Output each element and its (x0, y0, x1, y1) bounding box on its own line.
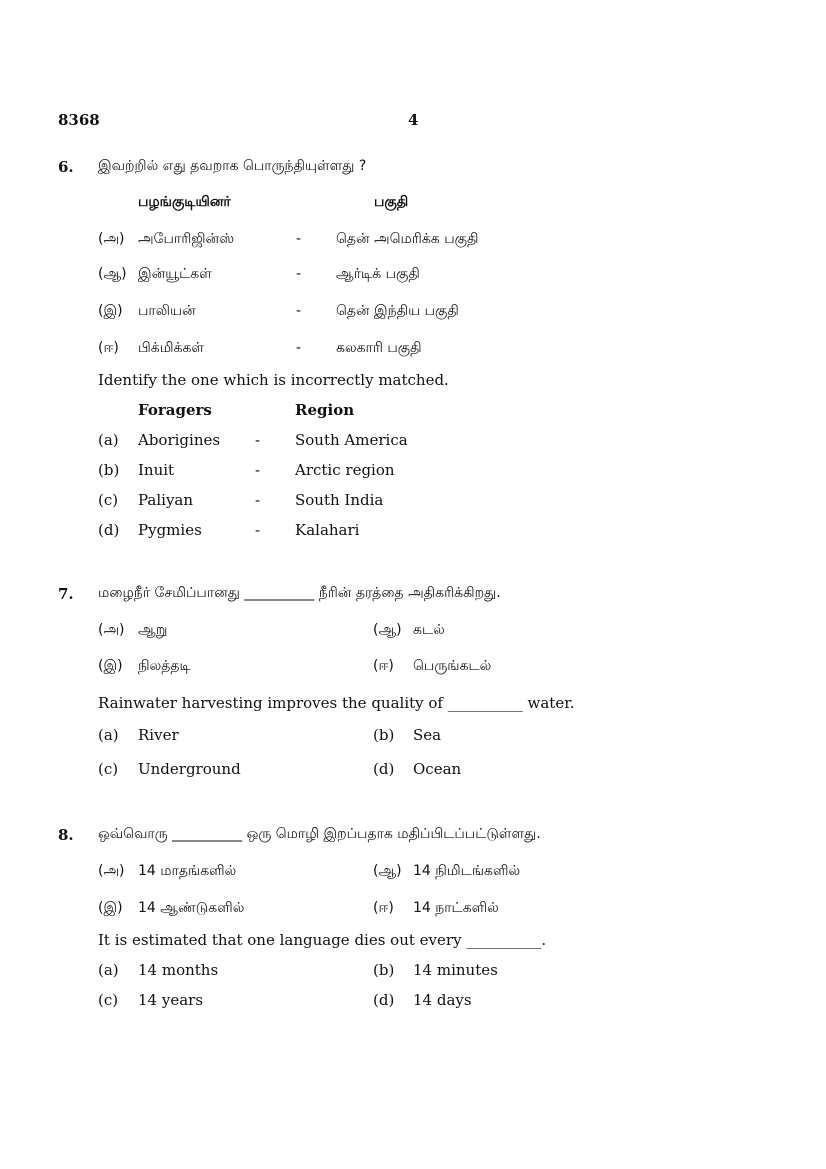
paper-code: 8368 (58, 111, 100, 129)
option-label: (ஆ) (373, 622, 402, 638)
option-text: Ocean (413, 760, 462, 778)
option-label: (அ) (98, 622, 125, 638)
forager-name: இன்யூட்கள் (138, 266, 212, 282)
option-text: 14 நாட்களில் (413, 900, 499, 916)
option-text: ஆறு (138, 622, 168, 638)
page-number: 4 (408, 111, 419, 129)
dash: - (296, 231, 302, 247)
dash: - (296, 266, 302, 282)
option-label: (இ) (98, 658, 123, 674)
dash: - (255, 521, 261, 539)
option-text: 14 years (138, 991, 204, 1009)
region-name: Kalahari (295, 521, 360, 539)
option-text: 14 minutes (413, 961, 498, 979)
option-text: 14 months (138, 961, 219, 979)
option-label: (b) (373, 726, 395, 744)
forager-name: பிக்மிக்கள் (138, 340, 205, 356)
option-label: (இ) (98, 900, 123, 916)
option-label: (ஈ) (373, 900, 394, 916)
option-label: (d) (98, 521, 120, 539)
column-header-region: Region (295, 401, 355, 419)
region-name: தென் அமெரிக்க பகுதி (336, 231, 479, 247)
region-name: தென் இந்திய பகுதி (336, 303, 459, 319)
option-label: (அ) (98, 863, 125, 879)
column-header-foragers-tamil: பழங்குடியினா் (138, 194, 233, 210)
question-text-tamil: மழைநீர் சேமிப்பானது __________ நீரின் தரத்தை அதிகரிக்கிறது. (98, 585, 501, 601)
option-label: (ஆ) (98, 266, 127, 282)
option-label: (d) (373, 760, 395, 778)
option-label: (a) (98, 961, 119, 979)
dash: - (296, 303, 302, 319)
forager-name: Paliyan (138, 491, 194, 509)
region-name: South India (295, 491, 384, 509)
option-label: (ஈ) (373, 658, 394, 674)
option-label: (a) (98, 726, 119, 744)
question-text-tamil: இவற்றில் எது தவறாக பொருந்தியுள்ளது ? (98, 158, 367, 174)
column-header-foragers: Foragers (138, 401, 212, 419)
option-label: (c) (98, 760, 119, 778)
option-text: Sea (413, 726, 442, 744)
option-text: 14 மாதங்களில் (138, 863, 237, 879)
column-header-region-tamil: பகுதி (374, 194, 409, 210)
dash: - (255, 461, 261, 479)
option-text: 14 days (413, 991, 472, 1009)
question-number: 7. (58, 585, 74, 603)
region-name: கலகாரி பகுதி (336, 340, 422, 356)
option-label: (b) (98, 461, 120, 479)
option-text: Underground (138, 760, 241, 778)
question-text-english: Rainwater harvesting improves the quality of __________ water. (98, 694, 575, 712)
option-label: (d) (373, 991, 395, 1009)
forager-name: அபோரிஜின்ஸ் (138, 231, 235, 247)
option-text: கடல் (413, 622, 445, 638)
option-label: (c) (98, 491, 119, 509)
option-text: 14 ஆண்டுகளில் (138, 900, 245, 916)
forager-name: Aborigines (138, 431, 221, 449)
forager-name: பாலியன் (138, 303, 196, 319)
option-label: (ஆ) (373, 863, 402, 879)
option-label: (a) (98, 431, 119, 449)
option-text: 14 நிமிடங்களில் (413, 863, 521, 879)
option-label: (அ) (98, 231, 125, 247)
option-text: பெருங்கடல் (413, 658, 492, 674)
dash: - (255, 431, 261, 449)
forager-name: Pygmies (138, 521, 202, 539)
question-number: 6. (58, 158, 74, 176)
question-number: 8. (58, 826, 74, 844)
question-text-english: It is estimated that one language dies out every __________. (98, 931, 547, 949)
option-label: (ஈ) (98, 340, 119, 356)
region-name: ஆர்டிக் பகுதி (336, 266, 420, 282)
forager-name: Inuit (138, 461, 175, 479)
dash: - (255, 491, 261, 509)
dash: - (296, 340, 302, 356)
option-label: (இ) (98, 303, 123, 319)
region-name: Arctic region (295, 461, 395, 479)
option-text: நிலத்தடி (138, 658, 191, 674)
option-text: River (138, 726, 179, 744)
option-label: (c) (98, 991, 119, 1009)
option-label: (b) (373, 961, 395, 979)
question-text-tamil: ஒவ்வொரு __________ ஒரு மொழி இறப்பதாக மதிப்பிடப்பட்டுள்ளது. (98, 826, 541, 842)
region-name: South America (295, 431, 408, 449)
question-text-english: Identify the one which is incorrectly matched. (98, 371, 449, 389)
